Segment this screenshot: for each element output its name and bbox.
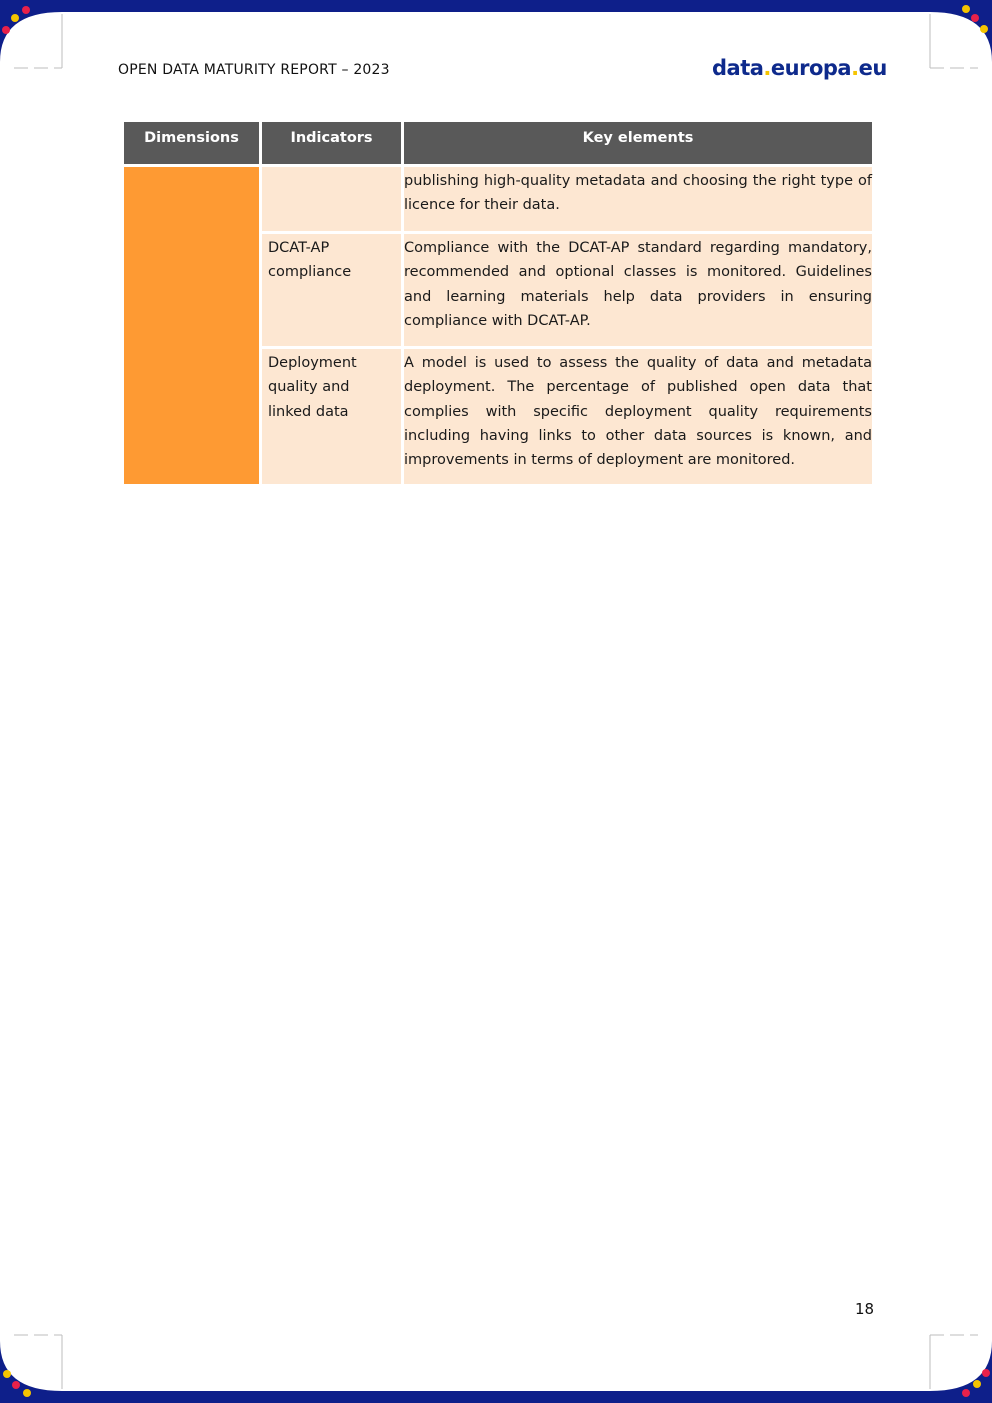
page-number: 18 — [855, 1300, 875, 1318]
table-row — [124, 167, 872, 231]
indicator-cell: Deployment quality and linked data — [262, 349, 401, 484]
indicator-cell — [262, 167, 401, 231]
column-header-indicators: Indicators — [262, 122, 401, 164]
key-elements-cell: Compliance with the DCAT-AP standard regarding mandatory, recommended and optional classes is monitored. Guidelines and learning materials help data providers in ensuring compliance with DCAT-AP. — [404, 234, 872, 346]
indicator-cell: DCAT-AP compliance — [262, 234, 401, 346]
key-elements-cell: publishing high-quality metadata and choosing the right type of licence for their data. — [404, 167, 872, 231]
dimension-cell — [124, 167, 259, 484]
data-europa-logo: data.europa.eu — [712, 56, 887, 80]
key-elements-table — [121, 119, 875, 487]
column-header-key-elements: Key elements — [404, 122, 872, 164]
report-title: OPEN DATA MATURITY REPORT – 2023 — [118, 62, 390, 78]
table-header-row — [124, 122, 872, 164]
column-header-dimensions: Dimensions — [124, 122, 259, 164]
key-elements-cell: A model is used to assess the quality of data and metadata deployment. The percentage of published open data that complies with specific deployment quality requirements including having links to other data sources is known, and improvements in terms of deployment are monitored. — [404, 349, 872, 484]
